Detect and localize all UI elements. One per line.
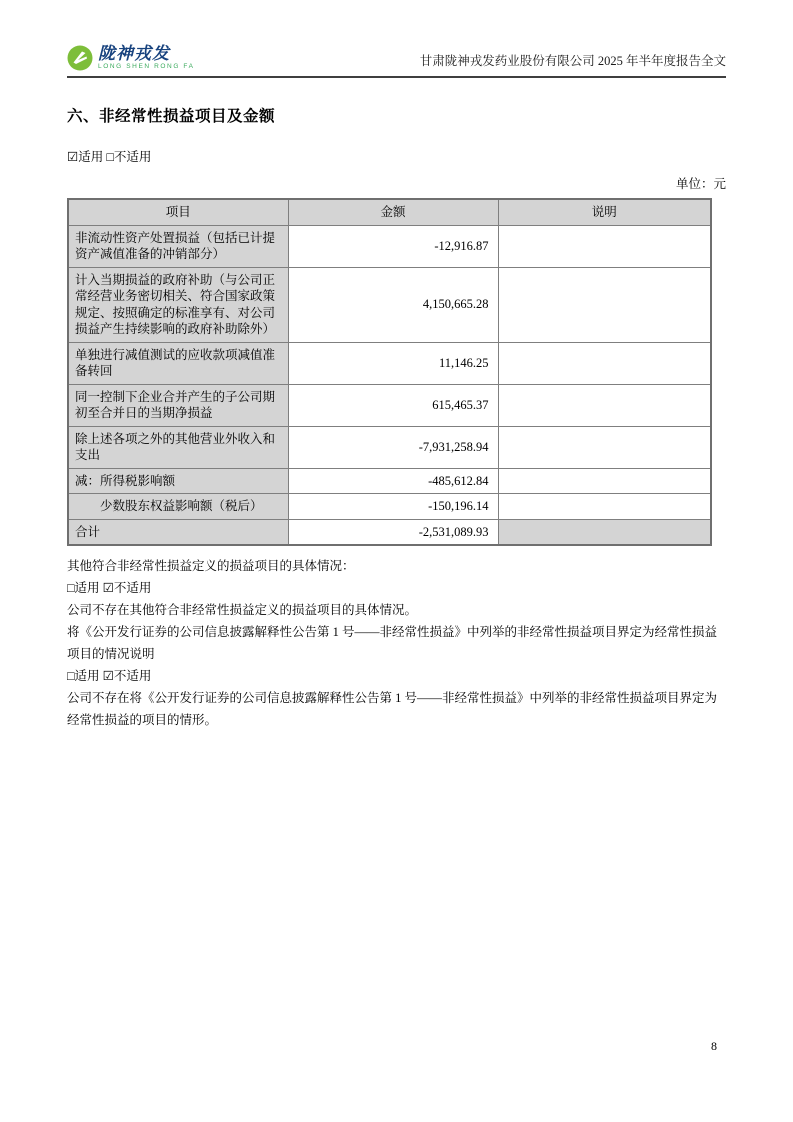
cell-note bbox=[498, 267, 711, 342]
table-row bbox=[68, 494, 711, 520]
cell-note bbox=[498, 468, 711, 494]
table-header-row bbox=[68, 199, 711, 225]
cell-amount: 4,150,665.28 bbox=[288, 267, 498, 342]
note-paragraph: 其他符合非经常性损益定义的损益项目的具体情况： bbox=[67, 559, 355, 573]
column-header: 项目 bbox=[68, 199, 288, 225]
note-paragraph: □适用 ☑不适用 bbox=[67, 669, 152, 683]
notes bbox=[67, 555, 726, 731]
cell-amount: -12,916.87 bbox=[288, 225, 498, 267]
cell-note bbox=[498, 494, 711, 520]
logo-text-block bbox=[98, 45, 195, 71]
table-total-row bbox=[68, 519, 711, 545]
page-header bbox=[67, 45, 726, 78]
table-row bbox=[68, 267, 711, 342]
table-body bbox=[68, 225, 711, 545]
cell-item: 同一控制下企业合并产生的子公司期初至合并日的当期净损益 bbox=[68, 384, 288, 426]
cell-amount: 615,465.37 bbox=[288, 384, 498, 426]
cell-note bbox=[498, 519, 711, 545]
cell-note bbox=[498, 342, 711, 384]
note-paragraph: 公司不存在其他符合非经常性损益定义的损益项目的具体情况。 bbox=[67, 603, 418, 617]
note-paragraph: □适用 ☑不适用 bbox=[67, 581, 152, 595]
cell-note bbox=[498, 225, 711, 267]
column-header: 金额 bbox=[288, 199, 498, 225]
cell-item: 少数股东权益影响额（税后） bbox=[68, 494, 288, 520]
cell-amount: 11,146.25 bbox=[288, 342, 498, 384]
logo-cn-text: 陇神戎发 bbox=[98, 44, 170, 64]
cell-amount: -150,196.14 bbox=[288, 494, 498, 520]
table-row bbox=[68, 426, 711, 468]
cell-note bbox=[498, 426, 711, 468]
unit-label: 单位：元 bbox=[675, 177, 726, 191]
cell-item: 单独进行减值测试的应收款项减值准备转回 bbox=[68, 342, 288, 384]
cell-item: 计入当期损益的政府补助（与公司正常经营业务密切相关、符合国家政策规定、按照确定的标准享有、对公司损益产生持续影响的政府补助除外） bbox=[68, 267, 288, 342]
section-heading: 六、非经常性损益项目及金额 bbox=[67, 108, 276, 125]
column-header: 说明 bbox=[498, 199, 711, 225]
non-recurring-items-table bbox=[67, 198, 712, 546]
page-number: 8 bbox=[711, 1039, 717, 1053]
cell-item: 除上述各项之外的其他营业外收入和支出 bbox=[68, 426, 288, 468]
cell-item: 非流动性资产处置损益（包括已计提资产减值准备的冲销部分） bbox=[68, 225, 288, 267]
cell-amount: -2,531,089.93 bbox=[288, 519, 498, 545]
company-logo bbox=[67, 45, 195, 71]
note-paragraph: 公司不存在将《公开发行证券的公司信息披露解释性公告第 1 号——非经常性损益》中列举的非经常性损益项目界定为经常性损益的项目的情形。 bbox=[67, 691, 718, 727]
report-title: 甘肃陇神戎发药业股份有限公司 2025 年半年度报告全文 bbox=[419, 54, 726, 68]
logo-icon bbox=[67, 45, 93, 71]
cell-amount: -7,931,258.94 bbox=[288, 426, 498, 468]
table-row bbox=[68, 342, 711, 384]
table-row bbox=[68, 468, 711, 494]
logo-en-text: LONG SHEN RONG FA bbox=[98, 63, 195, 71]
cell-item: 减：所得税影响额 bbox=[68, 468, 288, 494]
applicability-line: ☑适用 □不适用 bbox=[67, 150, 152, 164]
cell-amount: -485,612.84 bbox=[288, 468, 498, 494]
table-row bbox=[68, 384, 711, 426]
cell-item: 合计 bbox=[68, 519, 288, 545]
note-paragraph: 将《公开发行证券的公司信息披露解释性公告第 1 号——非经常性损益》中列举的非经常性损益项目界定为经常性损益项目的情况说明 bbox=[67, 625, 718, 661]
table-row bbox=[68, 225, 711, 267]
cell-note bbox=[498, 384, 711, 426]
